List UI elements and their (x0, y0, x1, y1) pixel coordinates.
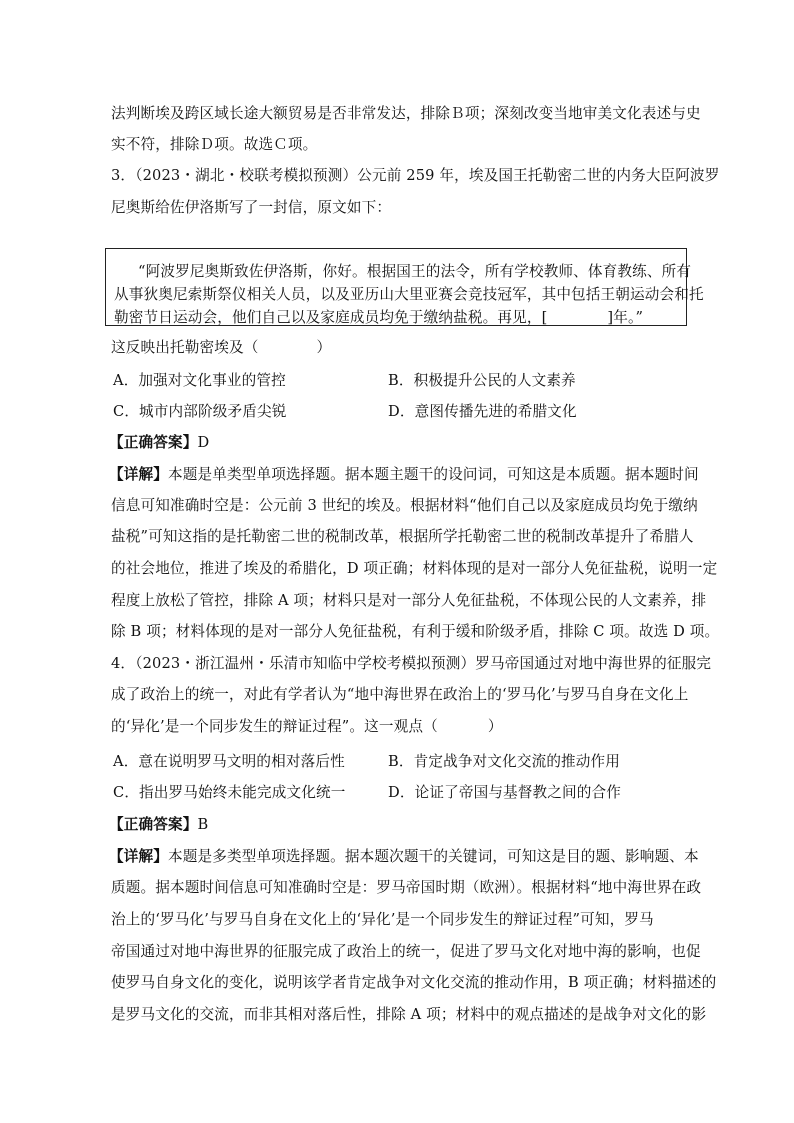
question-3-stem: 尼奥斯给佐伊洛斯写了一封信，原文如下： (111, 199, 392, 216)
option-b: B．肯定战争对文化交流的推动作用 (388, 753, 621, 770)
option-a: A．加强对文化事业的管控 (113, 372, 286, 389)
quote-box (105, 248, 704, 326)
paragraph-line: 法判断埃及跨区域长途大额贸易是否非常发达，排除Ｂ项；深刻改变当地审美文化表述与史 (111, 105, 701, 122)
detail-line: 治上的‘罗马化’与罗马自身在文化上的‘异化’是一个同步发生的辩证过程”可知，罗马 (111, 911, 654, 928)
detail-line: 是罗马文化的交流，而非其相对落后性，排除 A 项；材料中的观点描述的是战争对文化的影 (111, 1006, 707, 1023)
option-c: C．城市内部阶级矛盾尖锐 (113, 403, 287, 420)
detail-line: 程度上放松了管控，排除 A 项；材料只是对一部分人免征盐税，不体现公民的人文素养，排 (111, 592, 707, 609)
correct-answer (109, 813, 208, 834)
stem-text: 的‘异化’是一个同步发生的辩证过程”。这一观点（ (111, 718, 438, 735)
paragraph-line: 实不符，排除Ｄ项。故选Ｃ项。 (111, 136, 318, 153)
question-3-prompt (111, 336, 331, 357)
question-4-stem: 成了政治上的统一，对此有学者认为“地中海世界在政治上的‘罗马化’与罗马自身在文化上 (111, 686, 689, 703)
quote-line (114, 306, 643, 327)
detail-label: 【详解】 (109, 466, 168, 483)
detail-line: 帝国通过对地中海世界的征服完成了政治上的统一，促进了罗马文化对地中海的影响，也促 (111, 943, 701, 960)
prompt-paren: ） (316, 339, 332, 356)
option-c: C．指出罗马始终未能完成文化统一 (113, 784, 346, 801)
option-b: B．积极提升公民的人文素养 (388, 372, 576, 389)
detail-line: 盐税”可知这指的是托勒密二世的税制改革，根据所学托勒密二世的税制改革提升了希腊人 (111, 528, 694, 545)
answer-value: D (197, 434, 210, 451)
quote-line: “阿波罗尼奥斯致佐伊洛斯，你好。根据国王的法令，所有学校教师、体育教练、所有 (138, 263, 692, 280)
answer-value: B (197, 816, 209, 833)
detail-line: 信息可知准确时空是：公元前 3 世纪的埃及。根据材料“他们自己以及家庭成员均免于缴纳 (111, 497, 698, 514)
detail-label: 【详解】 (109, 848, 168, 865)
option-d: D．论证了帝国与基督教之间的合作 (388, 784, 622, 801)
question-3-stem: 3．（2023・湖北・校联考模拟预测）公元前 259 年，埃及国王托勒密二世的内务大臣阿波罗 (111, 167, 720, 184)
detail-line: 除 B 项；材料体现的是对一部分人免征盐税，有利于缓和阶级矛盾，排除 C 项。故选 D 项。 (111, 623, 720, 640)
detail-line: 的社会地位，推进了埃及的希腊化，D 项正确；材料体现的是对一部分人免征盐税，说明一定 (111, 560, 718, 577)
detail-text: 本题是多类型单项选择题。据本题次题干的关键词，可知这是目的题、影响题、本 (167, 848, 699, 865)
detail-text: 本题是单类型单项选择题。据本题主题干的设问词，可知这是本质题。据本题时间 (167, 466, 699, 483)
answer-label: 【正确答案】 (109, 816, 198, 833)
correct-answer (109, 431, 209, 452)
answer-label: 【正确答案】 (109, 434, 198, 451)
detail-line (109, 463, 699, 484)
stem-paren: ） (487, 718, 503, 735)
prompt-text: 这反映出托勒密埃及（ (111, 339, 259, 356)
quote-text: 勒密节日运动会，他们自己以及家庭成员均免于缴纳盐税。再见，[ (114, 309, 548, 326)
detail-line: 使罗马自身文化的变化，说明该学者肯定战争对文化交流的推动作用，B 项正确；材料描述的 (111, 974, 717, 991)
question-4-stem (111, 715, 503, 736)
detail-line (109, 845, 699, 866)
detail-line: 质题。据本题时间信息可知准确时空是：罗马帝国时期（欧洲）。根据材料“地中海世界在政 (111, 879, 702, 896)
question-4-stem: 4．（2023・浙江温州・乐清市知临中学校考模拟预测）罗马帝国通过对地中海世界的征服完 (111, 655, 712, 672)
option-d: D．意图传播先进的希腊文化 (388, 403, 577, 420)
quote-end: ]年。” (607, 309, 644, 326)
quote-line: 从事狄奥尼索斯祭仪相关人员，以及亚历山大里亚赛会竞技冠军，其中包括王朝运动会和托 (114, 286, 704, 303)
option-a: A．意在说明罗马文明的相对落后性 (113, 753, 345, 770)
